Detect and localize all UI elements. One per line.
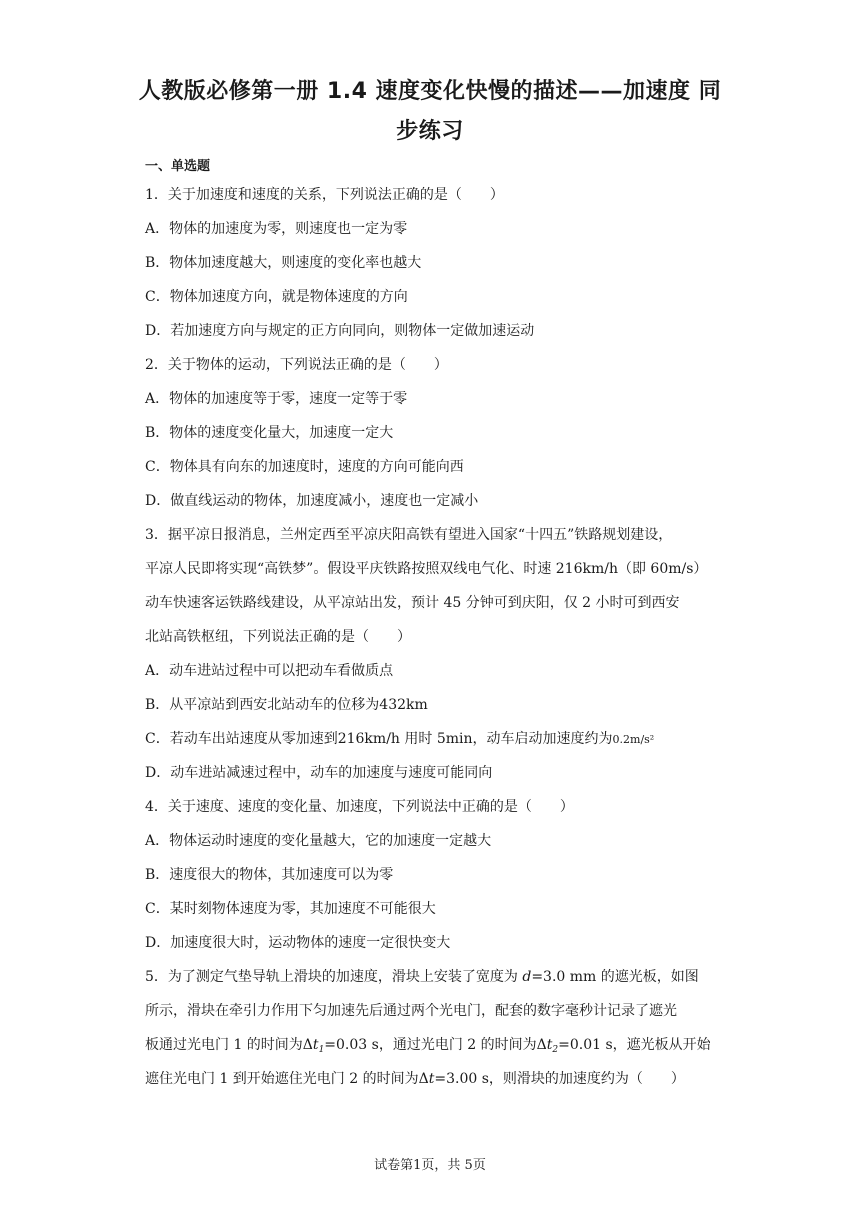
- q5-var-d: d: [522, 969, 532, 985]
- q2-stem: 2．关于物体的运动，下列说法正确的是（ ）: [145, 357, 448, 373]
- q4-stem: 4．关于速度、速度的变化量、加速度，下列说法中正确的是（ ）: [145, 799, 574, 815]
- q5-sub-1: 1: [318, 1045, 325, 1055]
- q3-option-b: B．从平凉站到西安北站动车的位移为432km: [145, 697, 428, 713]
- q5-stem-line-3: [145, 1035, 725, 1060]
- q3-stem-line-3: 动车快速客运铁路线建设，从平凉站出发，预计 45 分钟可到庆阳，仅 2 小时可到西安: [145, 595, 680, 611]
- q5-sub-2: 2: [552, 1045, 559, 1055]
- q1-option-d: D．若加速度方向与规定的正方向同向，则物体一定做加速运动: [145, 323, 535, 339]
- page-footer: 试卷第1页，共 5页: [374, 1158, 486, 1173]
- q1-option-c: C．物体加速度方向，就是物体速度的方向: [145, 289, 408, 305]
- q5-l3-text-c: =0.01 s，遮光板从开始: [558, 1037, 711, 1053]
- q5-l3-text-a: 板通过光电门 1 的时间为Δ: [145, 1037, 313, 1053]
- q5-stem-line-2: 所示，滑块在牵引力作用下匀加速先后通过两个光电门，配套的数字毫秒计记录了遮光: [145, 1003, 677, 1019]
- q3-stem-line-4: 北站高铁枢纽，下列说法正确的是（ ）: [145, 629, 411, 645]
- q5-var-t: t: [428, 1071, 435, 1087]
- q1-stem: 1．关于加速度和速度的关系，下列说法正确的是（ ）: [145, 187, 504, 203]
- q4-option-c: C．某时刻物体速度为零，其加速度不可能很大: [145, 901, 436, 917]
- section-heading: 一、单选题: [145, 159, 211, 174]
- q5-var-t2: t: [546, 1037, 553, 1053]
- q3-stem-line-1: 3．据平凉日报消息，兰州定西至平凉庆阳高铁有望进入国家“十四五”铁路规划建设，: [145, 527, 673, 543]
- page-title: [120, 72, 740, 152]
- q4-option-d: D．加速度很大时，运动物体的速度一定很快变大: [145, 935, 451, 951]
- q3-option-c-text: C．若动车出站速度从零加速到216km/h 用时 5min，动车启动加速度约为: [145, 731, 613, 747]
- q3-option-a: A．动车进站过程中可以把动车看做质点: [145, 663, 394, 679]
- q1-option-b: B．物体加速度越大，则速度的变化率也越大: [145, 255, 422, 271]
- q3-option-c: [145, 729, 725, 750]
- q2-option-c: C．物体具有向东的加速度时，速度的方向可能向西: [145, 459, 464, 475]
- q5-l1-text-a: 5．为了测定气垫导轨上滑块的加速度，滑块上安装了宽度为: [145, 969, 523, 985]
- q2-option-b: B．物体的速度变化量大，加速度一定大: [145, 425, 394, 441]
- q4-option-b: B．速度很大的物体，其加速度可以为零: [145, 867, 394, 883]
- q5-stem-line-1: [145, 967, 725, 987]
- q3-stem-line-2: 平凉人民即将实现“高铁梦”。假设平庆铁路按照双线电气化、时速 216km/h（即 60m/s）: [145, 561, 708, 577]
- q3-option-d: D．动车进站减速过程中，动车的加速度与速度可能同向: [145, 765, 493, 781]
- q1-option-a: A．物体的加速度为零，则速度也一定为零: [145, 221, 408, 237]
- q2-option-d: D．做直线运动的物体，加速度减小，速度也一定减小: [145, 493, 479, 509]
- q5-l3-text-b: =0.03 s，通过光电门 2 的时间为Δ: [324, 1037, 547, 1053]
- title-line-2: 步练习: [396, 119, 464, 144]
- title-line-1: 人教版必修第一册 1.4 速度变化快慢的描述——加速度 同: [138, 79, 722, 104]
- q3-option-c-unit: 0.2m/s²: [612, 733, 655, 746]
- q5-l4-text-b: =3.00 s，则滑块的加速度约为（ ）: [434, 1071, 685, 1087]
- q5-l1-text-b: =3.0 mm 的遮光板，如图: [531, 969, 699, 985]
- q5-l4-text-a: 遮住光电门 1 到开始遮住光电门 2 的时间为Δ: [145, 1071, 429, 1087]
- q5-stem-line-4: [145, 1069, 725, 1089]
- q2-option-a: A．物体的加速度等于零，速度一定等于零: [145, 391, 408, 407]
- q4-option-a: A．物体运动时速度的变化量越大，它的加速度一定越大: [145, 833, 492, 849]
- q5-var-t1: t: [312, 1037, 319, 1053]
